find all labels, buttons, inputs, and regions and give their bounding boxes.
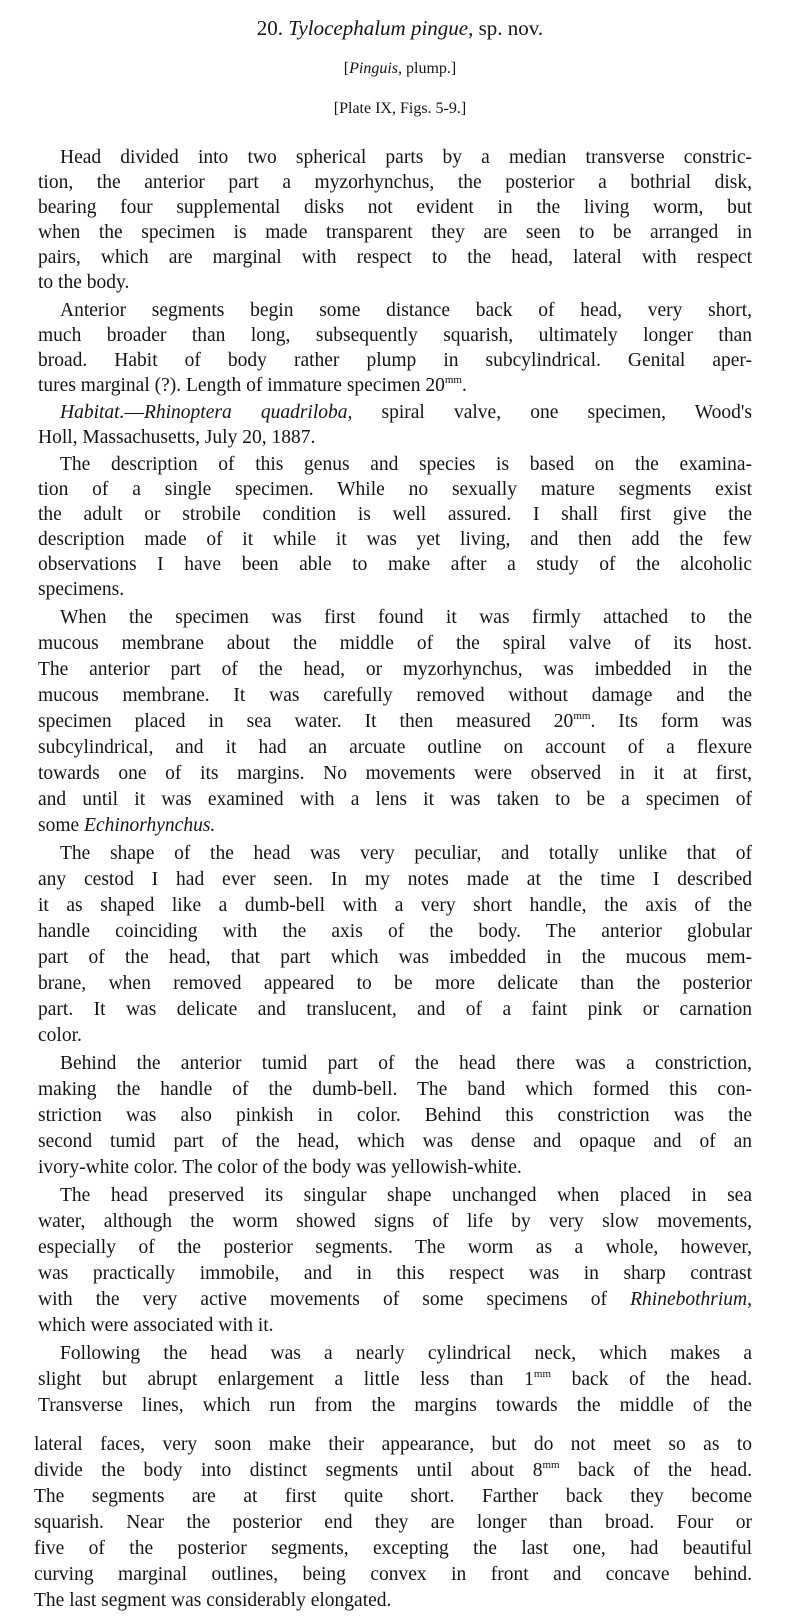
text-line: description made of it while it was yet living, and then add the few [38, 529, 752, 550]
text-line: broad. Habit of body rather plump in subcylindrical. Genital aper- [38, 350, 752, 371]
text-line: The segments are at first quite short. Farther back they become [34, 1486, 752, 1507]
dash: — [124, 402, 144, 423]
text-line: handle coinciding with the axis of the body. The anterior globular [38, 921, 752, 942]
genus-name: Rhinebothrium, [630, 1289, 753, 1310]
text-line [38, 1287, 752, 1312]
text-span: with the very active movements of some specimens of [38, 1289, 608, 1310]
text-line: The head preserved its singular shape unchanged when placed in sea [60, 1185, 752, 1206]
text-line: towards one of its margins. No movements were observed in it at first, [38, 763, 752, 784]
text-span: tures marginal (?). Length of immature specimen 20 [38, 375, 445, 396]
text-line: part. It was delicate and translucent, and of a faint pink or carnation [38, 999, 752, 1020]
text-line: ivory-white color. The color of the body was yellowish-white. [38, 1157, 522, 1178]
text-line: curving marginal outlines, being convex in front and concave behind. [34, 1564, 752, 1585]
etymology-latin: Pinguis, [349, 60, 402, 77]
text-line: When the specimen was first found it was firmly attached to the [60, 607, 752, 628]
text-line: Following the head was a nearly cylindrical neck, which makes a [60, 1343, 752, 1364]
text-span: specimen placed in sea water. It then measured 20 [38, 711, 574, 732]
text-line: was practically immobile, and in this respect was in sharp contrast [38, 1263, 752, 1284]
host-name: Rhinoptera quadriloba, [143, 402, 353, 423]
text-line [38, 813, 752, 838]
text-line: bearing four supplemental disks not evident in the living worm, but [38, 197, 752, 218]
text-line: making the handle of the dumb-bell. The band which formed this con- [38, 1079, 752, 1100]
text-span: some [38, 815, 80, 836]
text-line: Head divided into two spherical parts by a median transverse constric- [60, 147, 752, 168]
text-line [38, 709, 752, 734]
text-line [34, 1458, 752, 1483]
text-line [38, 373, 752, 398]
species-heading [0, 16, 800, 41]
text-line: which were associated with it. [38, 1315, 274, 1336]
text-line: much broader than long, subsequently squarish, ultimately longer than [38, 325, 752, 346]
text-line: Transverse lines, which run from the margins towards the middle of the [38, 1395, 752, 1416]
text-span: slight but abrupt enlargement a little less than 1 [38, 1369, 534, 1390]
unit-superscript: mm [444, 374, 462, 386]
text-span: . [461, 375, 467, 396]
unit-superscript: mm [542, 1459, 560, 1471]
text-line: lateral faces, very soon make their appearance, but do not meet so as to [34, 1434, 752, 1455]
text-line: it as shaped like a dumb-bell with a very short handle, the axis of the [38, 895, 752, 916]
text-line: subcylindrical, and it had an arcuate outline on account of a flexure [38, 737, 752, 758]
species-status: sp. nov. [478, 16, 544, 40]
text-line: squarish. Near the posterior end they are longer than broad. Four or [34, 1512, 752, 1533]
species-name: Tylocephalum pingue, [288, 16, 474, 40]
unit-superscript: mm [533, 1368, 552, 1380]
text-line: observations I have been able to make after a study of the alcoholic [38, 554, 752, 575]
habitat-label: Habitat. [60, 402, 125, 423]
text-line: especially of the posterior segments. The worm as a whole, however, [38, 1237, 752, 1258]
text-line: The shape of the head was very peculiar, and totally unlike that of [60, 843, 752, 864]
text-line: The last segment was considerably elongated. [34, 1590, 392, 1611]
text-line: second tumid part of the head, which was dense and opaque and of an [38, 1131, 752, 1152]
text-line: striction was also pinkish in color. Behind this constriction was the [38, 1105, 752, 1126]
text-line: tion of a single specimen. While no sexually mature segments exist [38, 479, 752, 500]
text-line: The description of this genus and species is based on the examina- [60, 454, 752, 475]
text-span: spiral valve, one specimen, Wood's [381, 402, 752, 423]
text-line: to the body. [38, 272, 130, 293]
text-line: color. [38, 1025, 82, 1046]
text-span: divide the body into distinct segments until about 8 [34, 1460, 543, 1481]
text-line: mucous membrane about the middle of the spiral valve of its host. [38, 633, 752, 654]
text-line: The anterior part of the head, or myzorhynchus, was imbedded in the [38, 659, 752, 680]
text-line: the adult or strobile condition is well assured. I shall first give the [38, 504, 752, 525]
text-line: five of the posterior segments, excepting the last one, had beautiful [34, 1538, 752, 1559]
species-number: 20. [256, 16, 284, 40]
genus-name: Echinorhynchus. [84, 815, 216, 836]
text-line: mucous membrane. It was carefully removed without damage and the [38, 685, 752, 706]
text-span: back of the head. [578, 1460, 753, 1481]
plate-reference: [Plate IX, Figs. 5-9.] [333, 100, 467, 117]
unit-superscript: mm [573, 710, 591, 722]
text-line: Anterior segments begin some distance back of head, very short, [60, 300, 752, 321]
text-line: brane, when removed appeared to be more delicate than the posterior [38, 973, 752, 994]
text-line [38, 1367, 752, 1392]
text-line: pairs, which are marginal with respect to the head, lateral with respect [38, 247, 752, 268]
text-line: specimens. [38, 579, 125, 600]
text-span: . Its form was [590, 711, 753, 732]
text-line [60, 400, 752, 425]
text-span: back of the head. [571, 1369, 753, 1390]
text-line: Behind the anterior tumid part of the head there was a constriction, [60, 1053, 752, 1074]
text-line: part of the head, that part which was imbedded in the mucous mem- [38, 947, 752, 968]
text-line: tion, the anterior part a myzorhynchus, the posterior a bothrial disk, [38, 172, 752, 193]
text-line: any cestod I had ever seen. In my notes made at the time I described [38, 869, 752, 890]
text-line: when the specimen is made transparent they are seen to be arranged in [38, 222, 752, 243]
text-line: Holl, Massachusetts, July 20, 1887. [38, 427, 316, 448]
etymology-note: [Pinguis, plump.] [343, 60, 457, 77]
text-line: water, although the worm showed signs of life by very slow movements, [38, 1211, 752, 1232]
etymology-meaning: plump. [406, 60, 451, 77]
text-line: and until it was examined with a lens it was taken to be a specimen of [38, 789, 752, 810]
